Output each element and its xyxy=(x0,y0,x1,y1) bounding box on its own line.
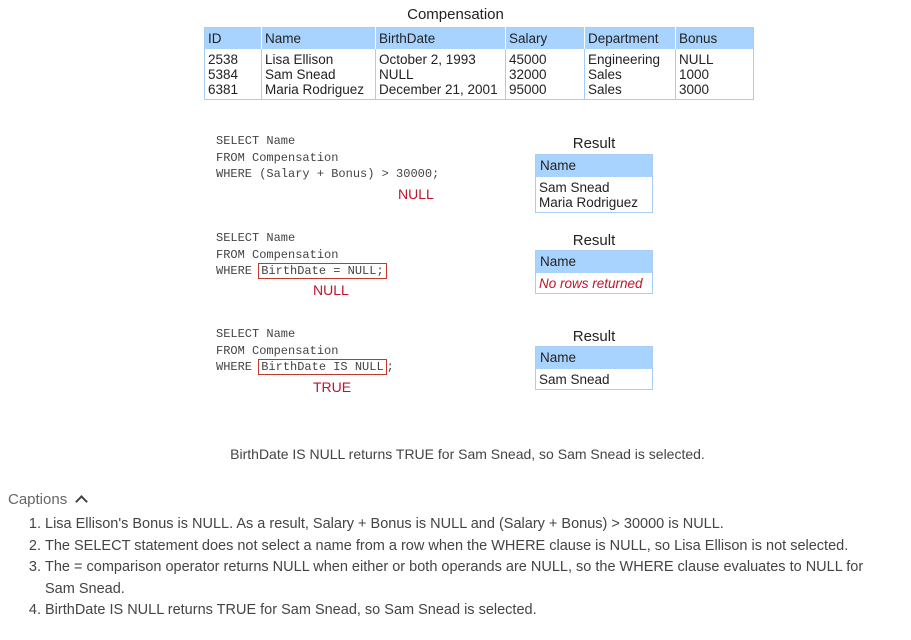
column-header-salary: Salary xyxy=(506,28,585,50)
cell-birthdate: NULL xyxy=(376,67,506,82)
caption-item: 3. The = comparison operator returns NULL when either or both operands are NULL, so the WHERE clause evaluates to NULL for Sam Snead. xyxy=(45,557,895,600)
result-title: Result xyxy=(572,232,616,249)
sql-line-from: FROM Compensation xyxy=(216,343,339,358)
result-row: Sam Snead xyxy=(539,180,610,195)
caption-item: 1. Lisa Ellison's Bonus is NULL. As a result, Salary + Bonus is NULL and (Salary + Bonus) > 30000 is NULL. xyxy=(45,514,895,536)
compensation-table-title: Compensation xyxy=(407,6,504,23)
cell-name: Sam Snead xyxy=(262,67,376,82)
cell-salary: 32000 xyxy=(506,67,585,82)
evaluation-annotation: NULL xyxy=(313,282,349,298)
table-row xyxy=(205,67,754,82)
column-header-id: ID xyxy=(205,28,262,50)
column-header-birthdate: BirthDate xyxy=(376,28,506,50)
captions-toggle-label: Captions xyxy=(8,491,68,508)
cell-name: Lisa Ellison xyxy=(262,49,376,67)
sql-line-select: SELECT Name xyxy=(216,134,296,148)
cell-id: 6381 xyxy=(208,82,239,97)
sql-where-keyword: WHERE xyxy=(216,264,260,278)
cell-department: Sales xyxy=(585,67,676,82)
compensation-table xyxy=(204,27,754,100)
cell-bonus: NULL xyxy=(676,49,754,67)
table-row xyxy=(205,82,754,100)
captions-list xyxy=(0,514,895,622)
column-header-department: Department xyxy=(585,28,676,50)
result-table xyxy=(535,250,653,294)
no-rows-message: No rows returned xyxy=(539,276,643,291)
cell-id: 2538 xyxy=(208,52,239,67)
cell-salary: 95000 xyxy=(506,82,585,100)
sql-query-2 xyxy=(216,230,387,280)
sql-line-from: FROM Compensation xyxy=(216,247,339,262)
sql-where-expression: (Salary + Bonus) > 30000; xyxy=(259,167,440,181)
cell-birthdate: October 2, 1993 xyxy=(376,49,506,67)
step-explanation: BirthDate IS NULL returns TRUE for Sam Snead, so Sam Snead is selected. xyxy=(230,446,705,462)
result-title: Result xyxy=(572,328,616,345)
column-header-name: Name xyxy=(262,28,376,50)
caption-item: 2. The SELECT statement does not select a name from a row when the WHERE clause is NULL, so Lisa Ellison is not selected. xyxy=(45,536,895,558)
chevron-up-icon xyxy=(75,495,88,508)
sql-query-3 xyxy=(216,326,394,376)
cell-bonus: 1000 xyxy=(676,67,754,82)
sql-where-expression-highlight: BirthDate IS NULL xyxy=(258,359,386,375)
result-row: Sam Snead xyxy=(539,372,610,387)
result-column-header: Name xyxy=(536,251,652,273)
sql-query-1 xyxy=(216,133,439,183)
cell-bonus: 3000 xyxy=(676,82,754,100)
sql-line-select: SELECT Name xyxy=(216,327,296,341)
captions-toggle-button[interactable] xyxy=(8,491,86,508)
cell-salary: 45000 xyxy=(506,49,585,67)
sql-line-select: SELECT Name xyxy=(216,231,296,245)
evaluation-annotation: TRUE xyxy=(313,379,352,395)
result-row: Maria Rodriguez xyxy=(539,195,639,210)
result-table xyxy=(535,154,653,213)
result-title: Result xyxy=(572,135,616,152)
evaluation-annotation: NULL xyxy=(398,186,434,202)
sql-line-from: FROM Compensation xyxy=(216,150,339,165)
result-table xyxy=(535,346,653,390)
table-row xyxy=(205,49,754,67)
result-column-header: Name xyxy=(536,155,652,177)
cell-birthdate: December 21, 2001 xyxy=(376,82,506,100)
sql-terminator: ; xyxy=(386,360,394,374)
sql-where-keyword: WHERE xyxy=(216,167,260,181)
result-column-header: Name xyxy=(536,347,652,369)
caption-item: 4. BirthDate IS NULL returns TRUE for Sam Snead, so Sam Snead is selected. xyxy=(45,600,895,622)
cell-id: 5384 xyxy=(208,67,239,82)
cell-department: Engineering xyxy=(585,49,676,67)
sql-where-keyword: WHERE xyxy=(216,360,260,374)
cell-name: Maria Rodriguez xyxy=(262,82,376,100)
column-header-bonus: Bonus xyxy=(676,28,754,50)
cell-department: Sales xyxy=(585,82,676,100)
table-header-row xyxy=(205,28,754,50)
sql-where-expression-highlight: BirthDate = NULL; xyxy=(258,263,386,279)
